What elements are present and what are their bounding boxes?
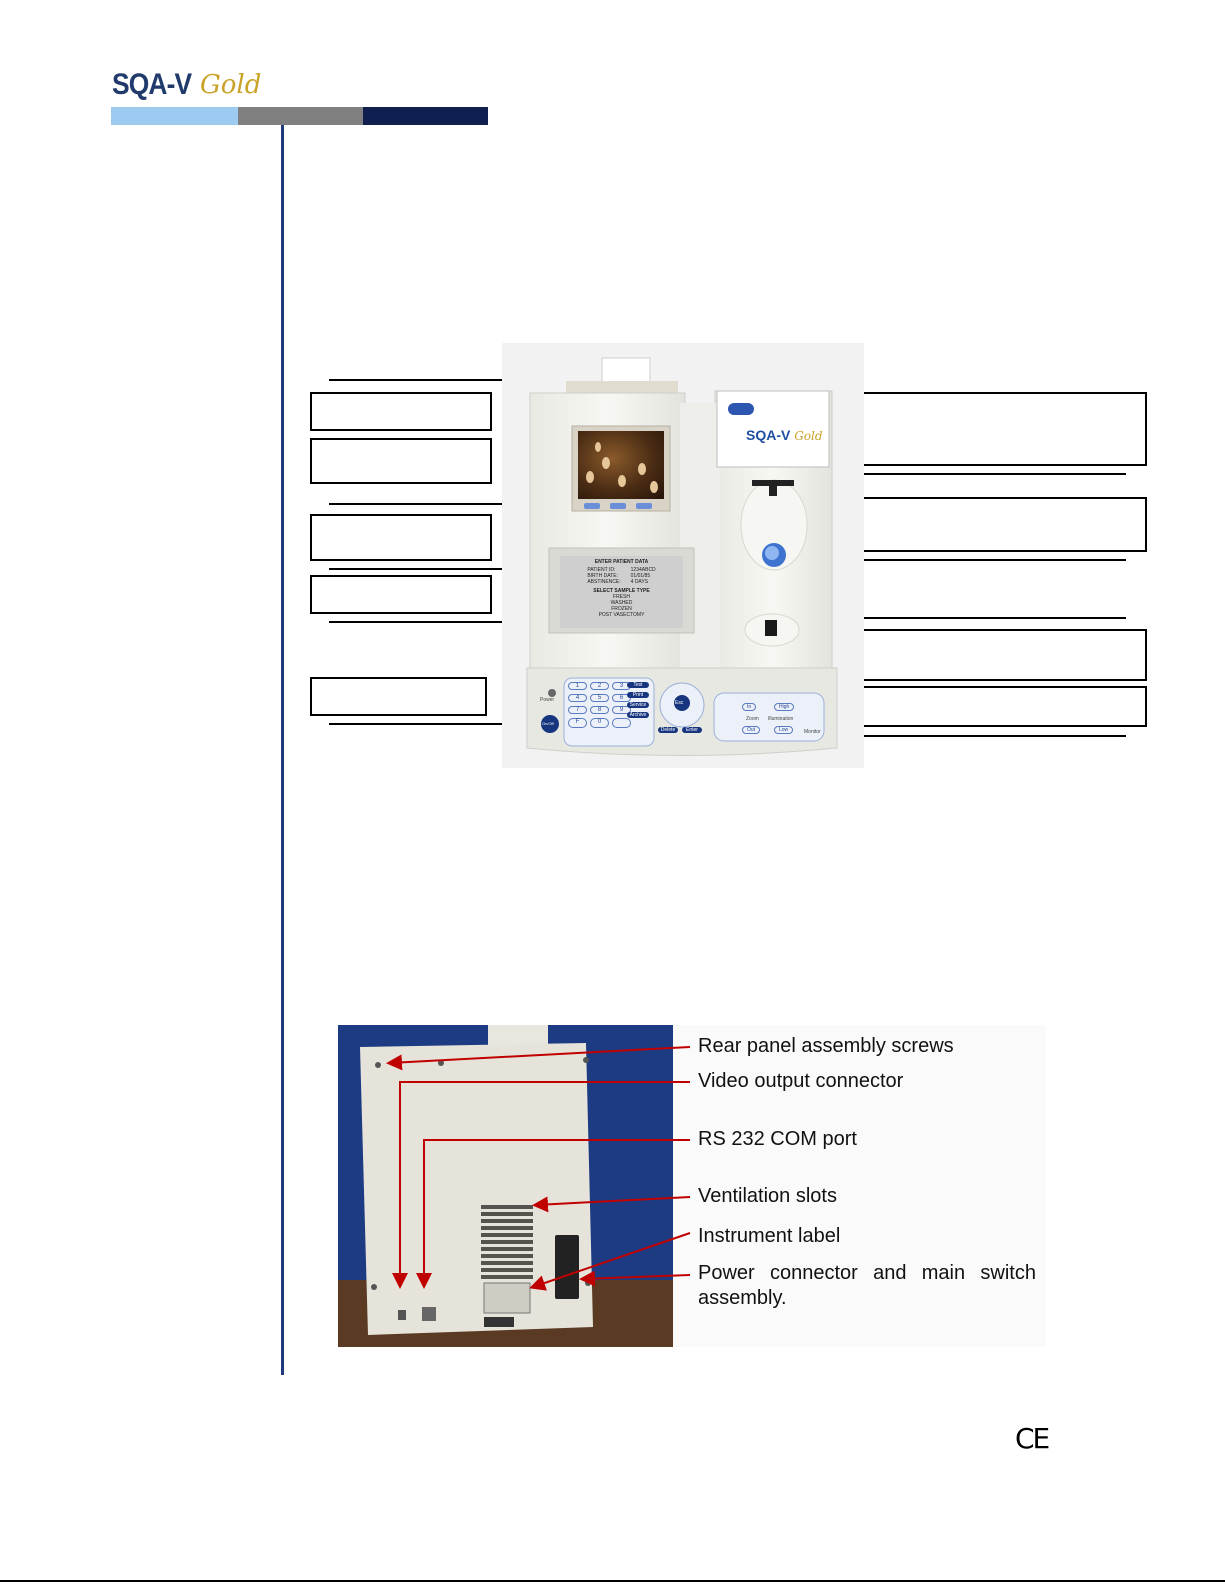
leader-line-panel (329, 621, 522, 623)
lcd-field-1: PATIENT ID: (587, 567, 616, 573)
monitor-label: Monitor (804, 729, 821, 735)
label-video-output: Video output connector (698, 1070, 904, 1092)
callout-box-left-1 (310, 392, 492, 431)
lcd-sample-1: FRESH (613, 594, 630, 600)
function-keys (627, 682, 649, 718)
device-lcd-text (560, 559, 683, 618)
callout-box-right-4 (851, 686, 1147, 727)
illumination-label: Illumination (768, 716, 794, 722)
rear-callout-arrows (338, 1025, 1046, 1347)
power-led-label: Power (540, 697, 555, 703)
key-7[interactable]: 7 (568, 706, 587, 714)
key-9[interactable]: 9 (612, 706, 631, 714)
key-5[interactable]: 5 (590, 694, 609, 702)
illumination-low-button[interactable]: Low (774, 726, 793, 734)
onoff-button[interactable]: On/Off (542, 721, 554, 726)
logo-main-text: SQA-V (112, 68, 192, 101)
key-delete[interactable]: Delete (658, 727, 678, 733)
rear-view-figure (338, 1025, 1046, 1347)
label-rs232-port: RS 232 COM port (698, 1128, 857, 1150)
margin-vertical-rule (281, 125, 284, 1375)
key-esc[interactable]: Esc (675, 700, 684, 706)
lcd-value-1: 1234ABCD (630, 567, 656, 573)
zoom-label: Zoom (746, 716, 759, 722)
header-band-light-blue (111, 107, 238, 125)
key-8[interactable]: 8 (590, 706, 609, 714)
key-archive[interactable]: Archive (627, 712, 649, 718)
key-service[interactable]: Service (627, 702, 649, 708)
bottom-page-rule (0, 1580, 1225, 1582)
label-ventilation-slots: Ventilation slots (698, 1185, 837, 1207)
front-view-photo (502, 343, 864, 768)
lcd-sample-3: FROZEN (611, 606, 632, 612)
label-power-connector: Power connector and main switch (698, 1262, 1036, 1284)
logo-script-text: Gold (200, 70, 262, 100)
lcd-value-2: 01/01/85 (630, 573, 651, 579)
key-test[interactable]: Test (627, 682, 649, 688)
lcd-value-3: 4 DAYS (630, 579, 649, 585)
key-f[interactable]: F (568, 718, 587, 728)
manufacturer-logo-icon (728, 403, 754, 415)
callout-box-left-5 (310, 677, 487, 716)
illumination-high-button[interactable]: High (774, 703, 794, 711)
key-print[interactable]: Print (627, 692, 649, 698)
callout-box-right-1 (851, 392, 1147, 466)
lcd-field-3: ABSTINENCE: (587, 579, 621, 585)
lcd-select-title: SELECT SAMPLE TYPE (593, 588, 650, 594)
key-4[interactable]: 4 (568, 694, 587, 702)
zoom-in-button[interactable]: In (742, 703, 756, 711)
zoom-out-button[interactable]: Out (742, 726, 760, 734)
device-logo (746, 427, 823, 443)
lcd-title: ENTER PATIENT DATA (594, 559, 649, 565)
key-0[interactable]: 0 (590, 718, 609, 728)
key-1[interactable]: 1 (568, 682, 587, 690)
callout-box-right-3 (851, 629, 1147, 681)
key-3[interactable]: 3 (612, 682, 631, 690)
lcd-sample-4: POST VASECTOMY (598, 612, 645, 618)
device-logo-main: SQA-V (746, 427, 791, 443)
device-logo-script: Gold (794, 429, 823, 443)
key-2[interactable]: 2 (590, 682, 609, 690)
callout-box-left-3 (310, 514, 492, 561)
callout-box-left-4 (310, 575, 492, 614)
lcd-field-2: BIRTH DATE: (587, 573, 618, 579)
key-enter[interactable]: Enter (682, 727, 702, 733)
label-rear-panel-screws: Rear panel assembly screws (698, 1035, 954, 1057)
lcd-sample-2: WASHED (610, 600, 633, 606)
key-6[interactable]: 6 (612, 694, 631, 702)
header-band-gray (238, 107, 363, 125)
label-power-connector-cont: assembly. (698, 1287, 787, 1309)
label-instrument-label: Instrument label (698, 1225, 841, 1247)
key-blank[interactable] (612, 718, 631, 728)
ce-mark: CE (1015, 1422, 1049, 1455)
header-band-navy (363, 107, 488, 125)
callout-box-right-2 (851, 497, 1147, 552)
numeric-keypad (568, 682, 631, 728)
callout-box-left-2 (310, 438, 492, 484)
sqa-v-gold-logo (112, 68, 262, 104)
